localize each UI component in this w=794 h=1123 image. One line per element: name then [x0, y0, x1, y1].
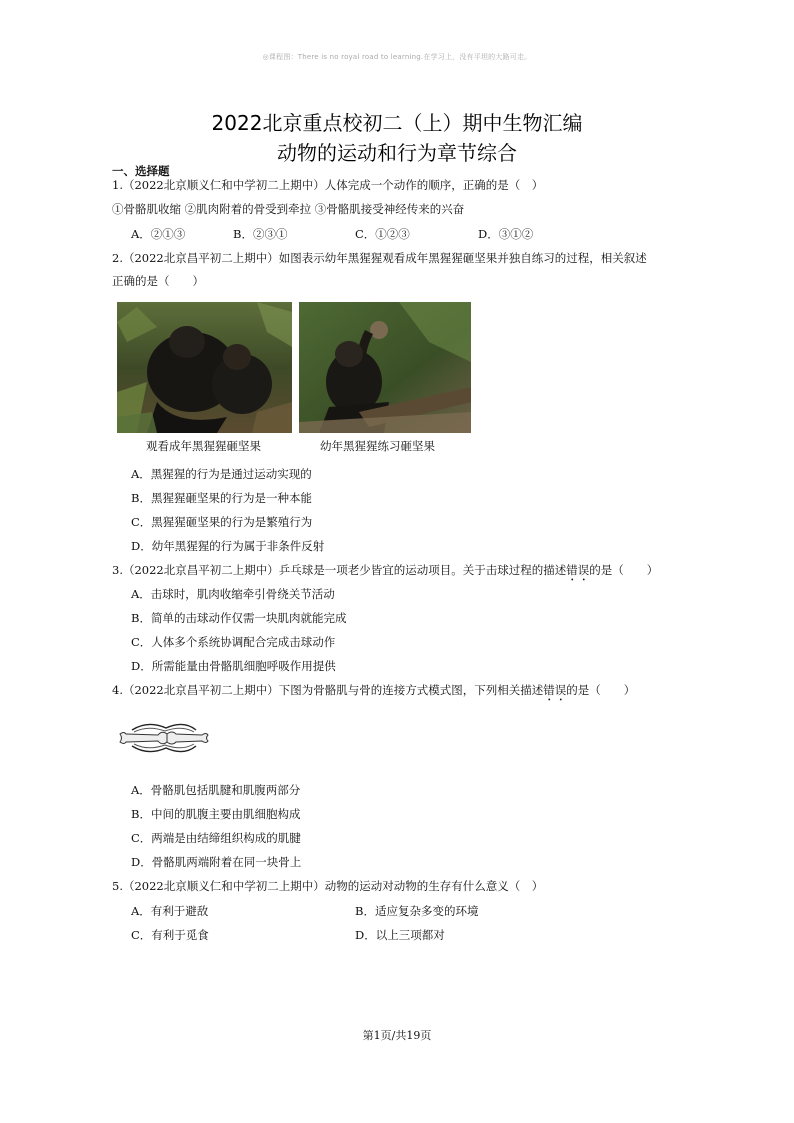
question-5-option-d: D．以上三项都对 [355, 928, 445, 942]
question-4-option-a: A．骨骼肌包括肌腱和肌腹两部分 [131, 783, 301, 797]
question-5-option-b: B．适应复杂多变的环境 [355, 904, 479, 918]
question-2-option-c: C．黑猩猩砸坚果的行为是繁殖行为 [131, 515, 313, 529]
section-heading: 一、选择题 [112, 164, 170, 178]
question-4-emphasis: 错误 [543, 683, 567, 697]
question-3-option-b: B．简单的击球动作仅需一块肌肉就能完成 [131, 611, 347, 625]
young-chimp-practicing-photo [299, 302, 471, 433]
question-4-stem-pre: 4.（2022北京昌平初二上期中）下图为骨骼肌与骨的连接方式模式图，下列相关描述 [112, 683, 544, 697]
question-1-option-d: D．③①② [478, 227, 534, 241]
muscle-bone-diagram [118, 722, 210, 754]
question-2-stem: 2.（2022北京昌平初二上期中）如图表示幼年黑猩猩观看成年黑猩猩砸坚果并独自练习的过程，相关叙述 [112, 251, 647, 265]
question-2-option-b: B．黑猩猩砸坚果的行为是一种本能 [131, 491, 312, 505]
question-5-option-a: A．有利于避敌 [131, 904, 209, 918]
question-1-option-b: B．②③① [233, 227, 288, 241]
question-1-statements: ①骨骼肌收缩 ②肌肉附着的骨受到牵拉 ③骨骼肌接受神经传来的兴奋 [112, 202, 465, 216]
question-4-option-b: B．中间的肌腹主要由肌细胞构成 [131, 807, 301, 821]
question-1-option-c: C．①②③ [355, 227, 410, 241]
question-3-option-a: A．击球时，肌肉收缩牵引骨绕关节活动 [131, 587, 335, 601]
question-3-stem-post: 的是（ ） [589, 563, 659, 577]
question-3-emphasis: 错误 [566, 563, 590, 577]
question-1-option-a: A．②①③ [131, 227, 186, 241]
photo-caption-left: 观看成年黑猩猩砸坚果 [146, 439, 261, 453]
question-1-stem: 1.（2022北京顺义仁和中学初二上期中）人体完成一个动作的顺序，正确的是（ ） [112, 178, 544, 192]
watermark: ◎课程图：There is no royal road to learning.在学习上，没有平坦的大路可走。 [262, 53, 532, 61]
chimp-watching-photo [117, 302, 292, 433]
question-4-option-d: D．骨骼肌两端附着在同一块骨上 [131, 855, 302, 869]
question-3-stem-pre: 3.（2022北京昌平初二上期中）乒乓球是一项老少皆宜的运动项目。关于击球过程的描述 [112, 563, 567, 577]
question-3-option-d: D．所需能量由骨骼肌细胞呼吸作用提供 [131, 659, 336, 673]
photo-caption-right: 幼年黑猩猩练习砸坚果 [320, 439, 435, 453]
page-title: 2022北京重点校初二（上）期中生物汇编 [211, 111, 583, 135]
question-4-stem [112, 682, 635, 704]
question-4-option-c: C．两端是由结缔组织构成的肌腱 [131, 831, 301, 845]
question-3-option-c: C．人体多个系统协调配合完成击球动作 [131, 635, 336, 649]
question-5-option-c: C．有利于觅食 [131, 928, 209, 942]
question-3-stem [112, 562, 658, 584]
page-number: 第1页/共19页 [362, 1029, 432, 1042]
question-2-option-d: D．幼年黑猩猩的行为属于非条件反射 [131, 539, 325, 553]
question-2-option-a: A．黑猩猩的行为是通过运动实现的 [131, 467, 312, 481]
question-4-stem-post: 的是（ ） [566, 683, 636, 697]
question-2-stem-cont: 正确的是（ ） [112, 274, 204, 288]
page-subtitle: 动物的运动和行为章节综合 [277, 141, 517, 165]
question-5-stem: 5.（2022北京顺义仁和中学初二上期中）动物的运动对动物的生存有什么意义（ ） [112, 879, 544, 893]
